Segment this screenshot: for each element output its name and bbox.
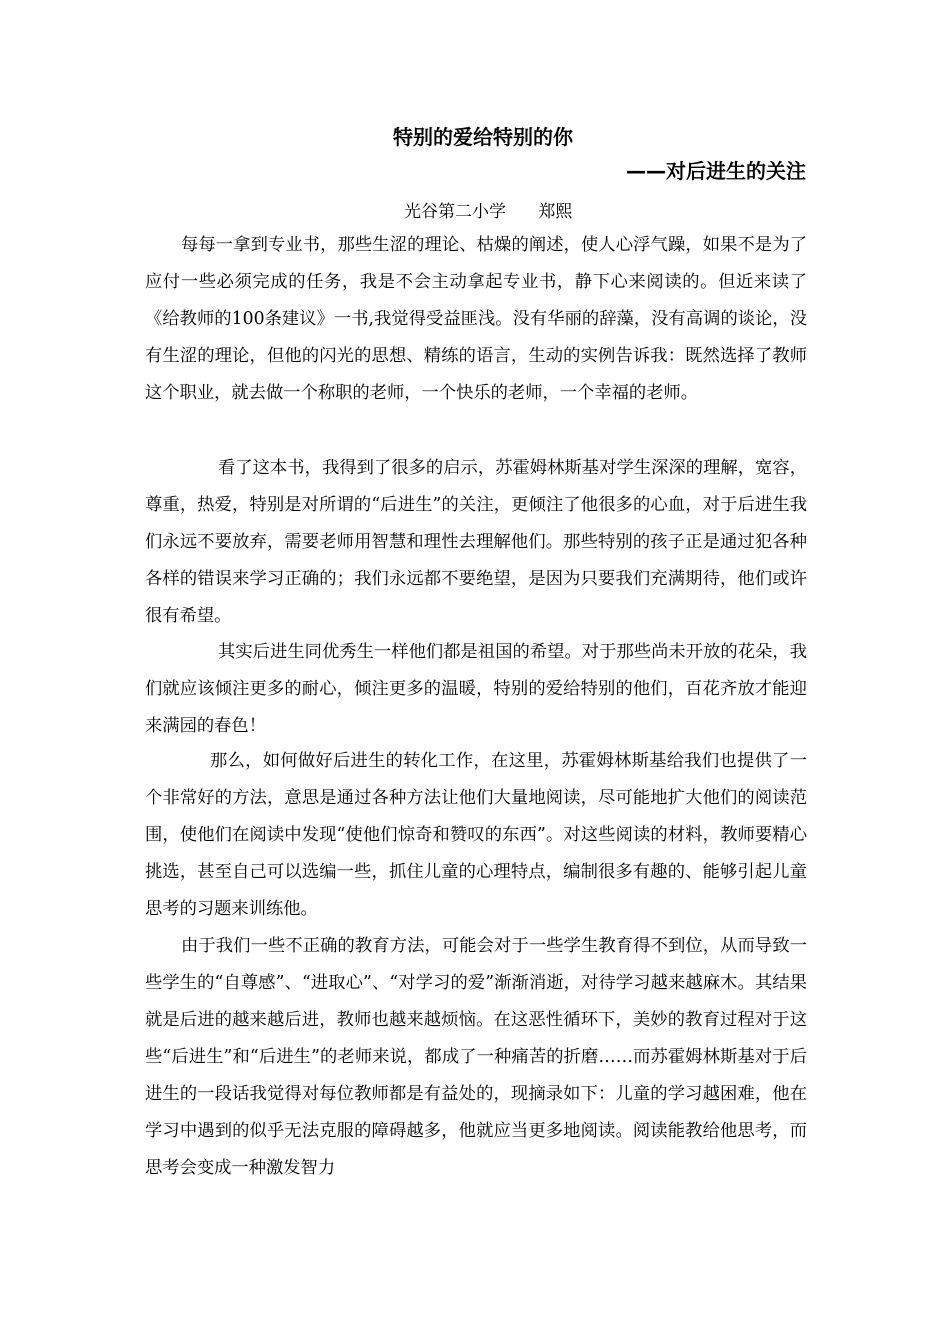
body-paragraph: 由于我们一些不正确的教育方法，可能会对于一些学生教育得不到位，从而导致一些学生的“自尊感”、“进取心”、“对学习的爱”渐渐消逝，对待学习越来越麻木。其结果就是后进的越来越后进，教师也越来越烦恼。在这恶性循环下，美妙的教育过程对于这些“后进生”和“后进生”的老师来说，都成了一种痛苦的折磨……而苏霍姆林斯基对于后进生的一段话我觉得对每位教师都是有益处的，现摘录如下：儿童的学习越困难，他在学习中遇到的似乎无法克服的障碍越多，他就应当更多地阅读。阅读能教给他思考，而思考会变成一种激发智力 bbox=[145, 936, 807, 1178]
body-paragraph: 每每一拿到专业书，那些生涩的理论、枯燥的阐述，使人心浮气躁，如果不是为了应付一些必须完成的任务，我是不会主动拿起专业书，静下心来阅读的。但近来读了《给教师的100条建议》一书,我觉得受益匪浅。没有华丽的辞藻，没有高调的谈论，没有生涩的理论，但他的闪光的思想、精练的语言，生动的实例告诉我：既然选择了教师这个职业，就去做一个称职的老师，一个快乐的老师，一个幸福的老师。 bbox=[145, 235, 807, 403]
body-paragraph: 其实后进生同优秀生一样他们都是祖国的希望。对于那些尚未开放的花朵，我们就应该倾注更多的耐心，倾注更多的温暖，特别的爱给特别的他们，百花齐放才能迎来满园的春色！ bbox=[145, 642, 807, 736]
document-subtitle: ——对后进生的关注 bbox=[626, 159, 806, 183]
author-byline: 光谷第二小学 郑熙 bbox=[404, 202, 573, 222]
body-paragraph: 那么，如何做好后进生的转化工作，在这里，苏霍姆林斯基给我们也提供了一个非常好的方法，意思是通过各种方法让他们大量地阅读，尽可能地扩大他们的阅读范围，使他们在阅读中发现“使他们惊奇和赞叹的东西”。对这些阅读的材料，教师要精心挑选，甚至自己可以选编一些，抓住儿童的心理特点，编制很多有趣的、能够引起儿童思考的习题来训练他。 bbox=[145, 751, 807, 919]
body-paragraph: 看了这本书，我得到了很多的启示，苏霍姆林斯基对学生深深的理解，宽容，尊重，热爱，特别是对所谓的“后进生”的关注，更倾注了他很多的心血，对于后进生我们永远不要放弃，需要老师用智慧和理性去理解他们。那些特别的孩子正是通过犯各种各样的错误来学习正确的；我们永远都不要绝望，是因为只要我们充满期待，他们或许很有希望。 bbox=[145, 458, 807, 626]
document-title: 特别的爱给特别的你 bbox=[393, 125, 573, 149]
